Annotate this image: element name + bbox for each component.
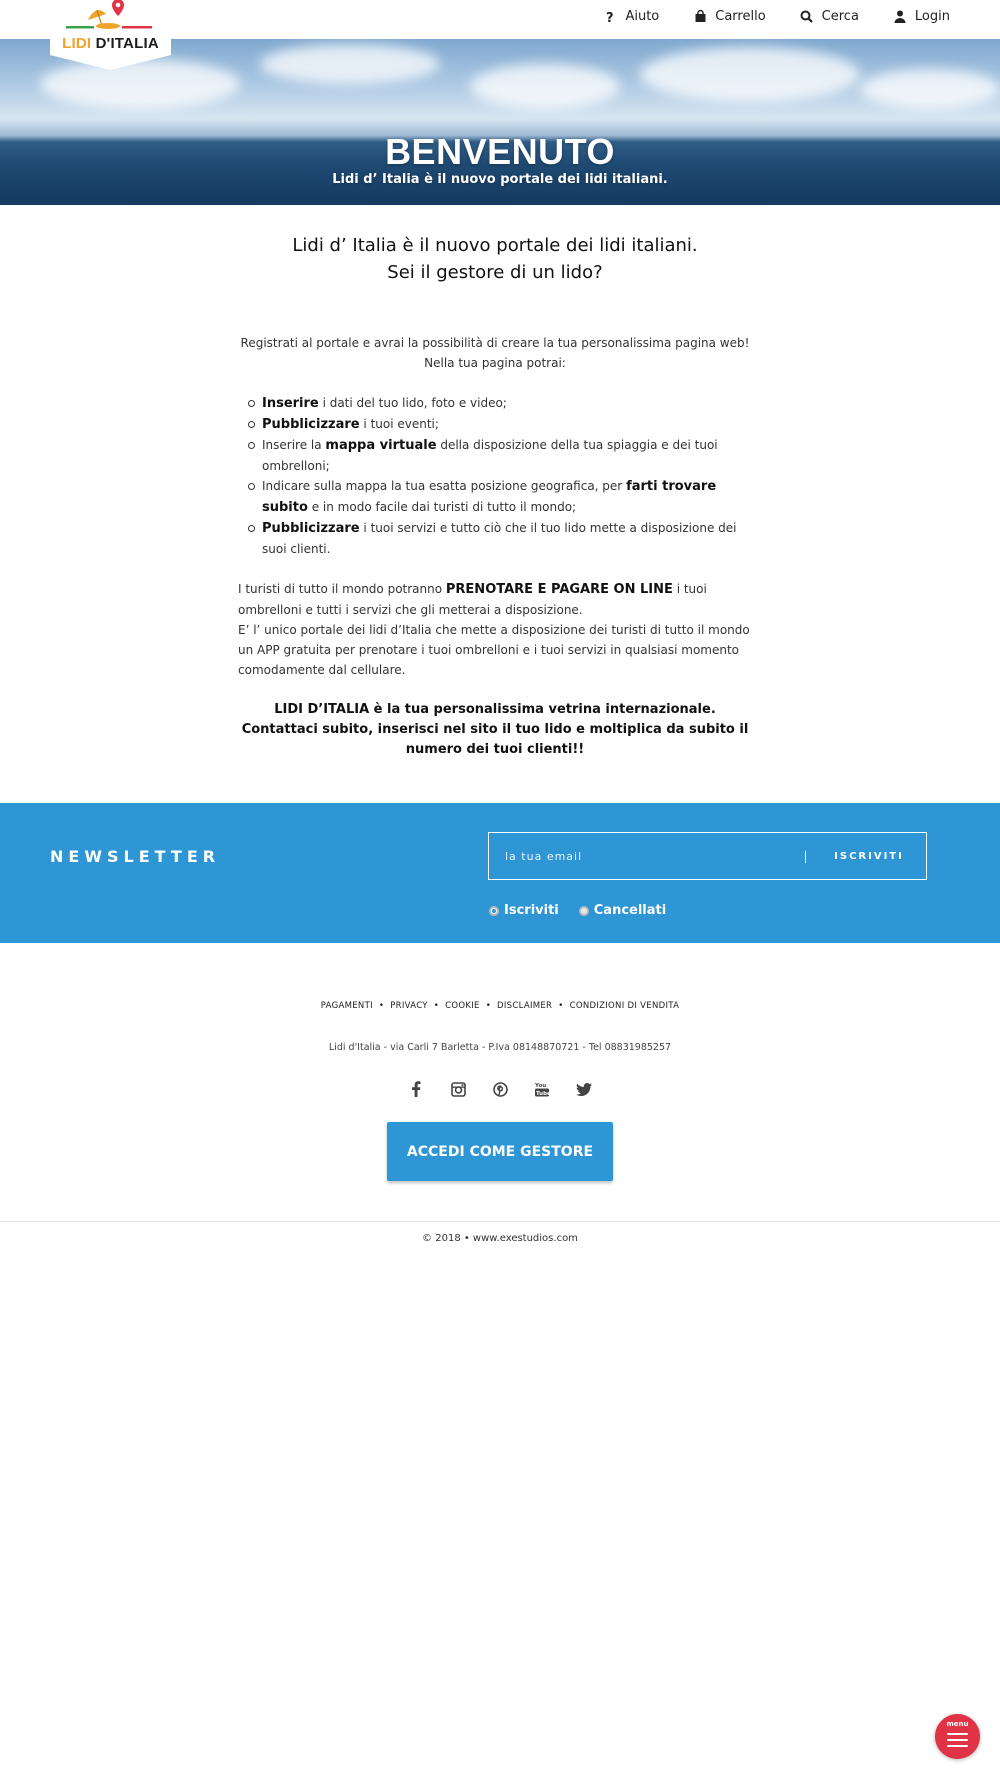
logo-word-lidi: LIDI (62, 35, 92, 52)
hero-title: BENVENUTO (385, 131, 615, 172)
register-line-2: Nella tua pagina potrai: (424, 356, 566, 370)
footer-separator: • (433, 1001, 440, 1011)
nav-carrello[interactable] (693, 9, 765, 24)
nav-aiuto-label: Aiuto (625, 9, 660, 24)
register-line-1: Registrati al portale e avrai la possibilità di creare la tua personalissima pagina web! (240, 336, 750, 350)
footer-link-pagamenti[interactable]: PAGAMENTI (320, 1001, 373, 1011)
newsletter-section (0, 803, 1000, 943)
list-item (262, 476, 752, 518)
hero-cloud (860, 69, 1000, 109)
feature-text: Inserire la (262, 438, 326, 452)
radio-iscriviti-label: Iscriviti (504, 903, 559, 918)
facebook-icon[interactable] (407, 1080, 425, 1098)
feature-text: i tuoi eventi; (359, 417, 439, 431)
radio-iscriviti[interactable] (489, 903, 559, 918)
nav-login[interactable] (893, 9, 950, 24)
hero-cloud (260, 44, 440, 84)
newsletter-form (488, 832, 927, 880)
nav-carrello-label: Carrello (715, 9, 766, 24)
hero-subtitle: Lidi d’ Italia è il nuovo portale dei lidi italiani. (332, 172, 668, 187)
feature-text: i tuoi servizi e tutto ciò che il tuo lido mette a disposizione dei suoi clienti. (262, 521, 737, 556)
tourists-bold: PRENOTARE E PAGARE ON LINE (445, 582, 673, 597)
feature-list (262, 393, 752, 559)
feature-text: Indicare sulla mappa la tua esatta posizione geografica, per (262, 479, 627, 493)
svg-text:You: You (535, 1083, 547, 1089)
list-item (262, 435, 752, 476)
radio-unselected-icon (579, 906, 589, 916)
newsletter-options (489, 903, 686, 918)
list-item (262, 414, 752, 435)
twitter-icon[interactable] (575, 1080, 593, 1098)
logo-text (50, 35, 171, 52)
footer-link-condizioni[interactable]: CONDIZIONI DI VENDITA (569, 1001, 680, 1011)
intro-heading (238, 232, 752, 286)
accedi-gestore-button[interactable]: ACCEDI COME GESTORE (387, 1122, 613, 1181)
company-address: Lidi d'Italia - via Carli 7 Barletta - P.Iva 08148870721 - Tel 08831985257 (328, 1042, 672, 1053)
tourists-line-1 (238, 579, 752, 620)
hamburger-icon (947, 1733, 968, 1751)
svg-text:?: ? (606, 10, 615, 26)
list-item (262, 518, 752, 559)
footer-link-privacy[interactable]: PRIVACY (390, 1001, 428, 1011)
register-paragraph (238, 333, 752, 373)
top-nav (569, 9, 950, 24)
floating-menu-button[interactable] (935, 1714, 980, 1759)
nav-cerca-label: Cerca (821, 9, 859, 24)
footer-separator: • (485, 1001, 492, 1011)
footer-separator: • (378, 1001, 385, 1011)
list-item (262, 393, 752, 414)
feature-bold: Pubblicizzare (262, 521, 360, 536)
feature-bold: Inserire (262, 396, 319, 411)
feature-bold: mappa virtuale (325, 438, 437, 453)
feature-bold: Pubblicizzare (262, 417, 360, 432)
footer-links (0, 1001, 1000, 1011)
pinterest-icon[interactable] (491, 1080, 509, 1098)
hero-cloud (470, 64, 620, 109)
main-content (238, 232, 752, 760)
hero-cloud (640, 47, 860, 102)
search-icon (800, 10, 814, 24)
tourists-paragraph (238, 579, 752, 680)
newsletter-divider (805, 851, 806, 863)
footer-link-disclaimer[interactable]: DISCLAIMER (497, 1001, 553, 1011)
intro-line-2: Sei il gestore di un lido? (387, 262, 603, 283)
svg-text:Tube: Tube (536, 1091, 551, 1097)
radio-cancellati-label: Cancellati (593, 903, 667, 918)
feature-text: e in modo facile dai turisti di tutto il mondo; (307, 500, 577, 514)
social-links (0, 1080, 1000, 1098)
tourists-text: i tuoi ombrelloni e tutti i servizi che gli metterai a disposizione. (238, 582, 707, 617)
tourists-line-2: E’ l’ unico portale dei lidi d’Italia che mette a disposizione dei turisti di tutto il mondo un APP gratuita per prenotare i tuoi ombrelloni e i tuoi servizi in qualsiasi momento comodamente dal cellulare. (238, 623, 750, 677)
menu-label: menu (946, 1720, 969, 1728)
closing-line-1: LIDI D’ITALIA è la tua personalissima vetrina internazionale. (274, 702, 716, 717)
instagram-icon[interactable] (449, 1080, 467, 1098)
footer-divider (0, 1221, 1000, 1222)
tourists-text: I turisti di tutto il mondo potranno (238, 582, 446, 596)
radio-cancellati[interactable] (579, 903, 666, 918)
newsletter-submit-button[interactable]: ISCRIVITI (811, 833, 927, 879)
youtube-icon[interactable] (533, 1080, 551, 1098)
question-icon (603, 10, 617, 24)
footer-link-cookie[interactable]: COOKIE (445, 1001, 480, 1011)
newsletter-email-input[interactable] (489, 833, 809, 879)
radio-selected-icon (489, 906, 499, 916)
feature-text: della disposizione della tua spiaggia e dei tuoi ombrelloni; (262, 438, 718, 473)
nav-login-label: Login (914, 9, 950, 24)
intro-line-1: Lidi d’ Italia è il nuovo portale dei lidi italiani. (292, 235, 698, 256)
site-logo[interactable] (50, 0, 171, 70)
copyright: © 2018 • www.exestudios.com (422, 1233, 578, 1244)
closing-statement (238, 700, 752, 760)
user-icon (893, 10, 907, 24)
newsletter-title: NEWSLETTER (50, 847, 221, 866)
nav-aiuto[interactable] (603, 9, 659, 24)
feature-text: i dati del tuo lido, foto e video; (318, 396, 507, 410)
feature-bold: farti trovare subito (262, 479, 717, 515)
logo-word-ditalia: D'ITALIA (95, 35, 159, 52)
closing-line-2: Contattaci subito, inserisci nel sito il tuo lido e moltiplica da subito il numero dei tuoi clienti!! (241, 722, 749, 757)
footer-separator: • (558, 1001, 564, 1011)
shopping-bag-icon (693, 10, 707, 24)
nav-cerca[interactable] (800, 9, 859, 24)
